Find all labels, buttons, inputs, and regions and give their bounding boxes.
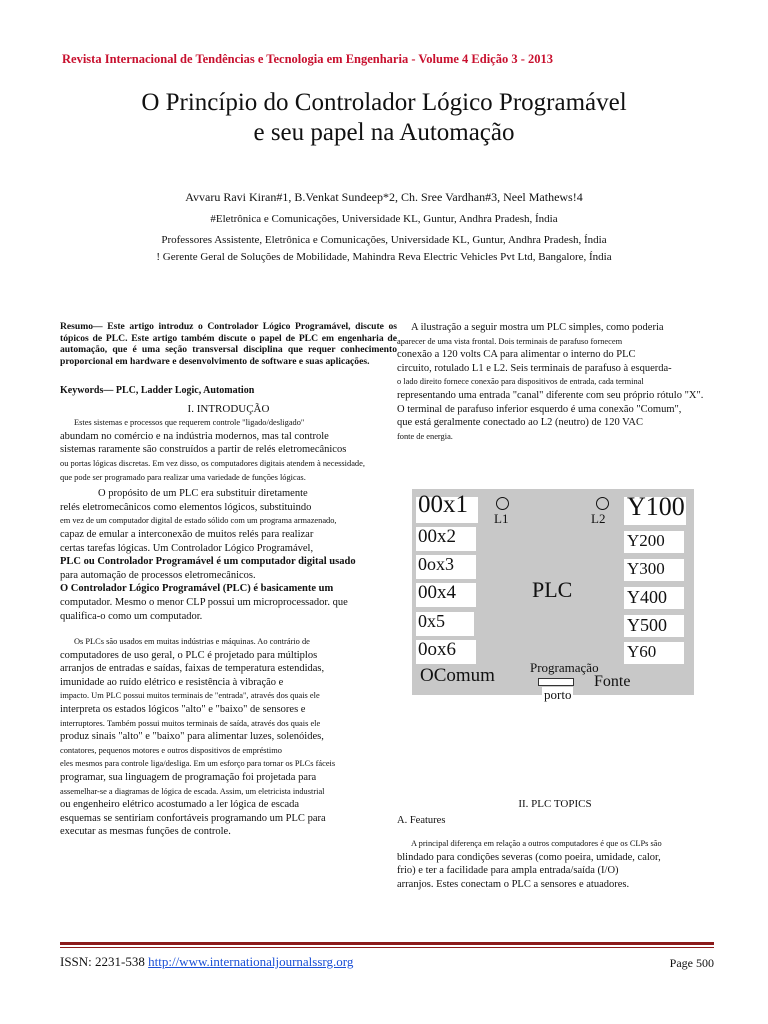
text-line: assemelhar-se a diagramas de lógica de escada. Assim, um eletricista industrial [60,786,325,796]
text-line: computadores de uso geral, o PLC é projetado para múltiplos [60,649,318,661]
abstract: Resumo— Este artigo introduz o Controlador Lógico Programável, discute os tópicos de PLC. Este artigo também discute o papel de PLC em engenharia de automação, que é uma seção transversal disciplina que requer conhecimento proporcional em hardware e desenvolvimento de software e suas aplicações. [60,321,397,367]
features-paragraph [397,837,713,891]
issn: ISSN: 2231-538 [60,954,149,969]
input-label: 00x4 [418,582,456,603]
text-line: A principal diferença em relação a outros computadores é que os CLPs são [411,839,662,849]
text-line: interpreta os estados lógicos "alto" e "baixo" de sensores e [60,704,306,716]
text-line: arranjos de entradas e saídas, faixas de temperatura estendidas, [60,663,325,675]
title-line-2: e seu papel na Automação [253,119,515,146]
text-line: para automação de processos eletromecânicos. [60,569,256,581]
input-terminal [416,612,474,636]
text-line: conexão a 120 volts CA para alimentar o interno do PLC [397,349,636,361]
output-label: Y500 [627,615,667,635]
text-line: arranjos. Estes conectam o PLC a sensores e atuadores. [397,878,630,890]
footer-rule [60,942,714,945]
text-line: esquemas se sentiriam confortáveis programando um PLC para [60,812,326,824]
plc-common-terminal [414,667,506,689]
text-line: O Controlador Lógico Programável (PLC) é basicamente um [60,583,334,595]
text-line: imunidade ao ruído elétrico e resistência à vibração e [60,676,284,688]
output-terminal [624,492,686,525]
output-terminal [624,615,684,637]
text-line: representando uma entrada "canal" diferente com seu próprio rótulo "X". [397,389,704,401]
text-line: eles mesmos para controle liga/desliga. Em um esforço para tornar os PLCs fáceis [60,759,336,769]
output-label: Y200 [627,531,665,550]
output-label: Y400 [627,587,667,607]
plc-label: PLC [532,577,573,602]
text-line: O propósito de um PLC era substituir diretamente [98,488,308,500]
input-label: 0ox6 [418,639,456,660]
text-line: executar as mesmas funções de controle. [60,826,231,838]
section-plc-topics: II. PLC TOPICS [518,798,592,810]
section-introduction: I. INTRODUÇÃO [187,402,270,415]
output-label: Y300 [627,559,665,578]
text-line: contatores, pequenos motores e outros dispositivos de empréstimo [60,745,282,755]
text-line: sistemas raramente são construídos a partir de relés eletromecânicos [60,444,347,456]
keywords: Keywords— PLC, Ladder Logic, Automation [60,385,255,396]
common-label: OComum [420,665,495,686]
input-label: 0ox3 [418,554,454,574]
text-line: PLC ou Controlador Programável é um computador digital usado [60,556,356,568]
text-line: produz sinais "alto" e "baixo" para alimentar luzes, solenóides, [60,731,324,743]
text-line: fonte de energia. [397,431,453,441]
authors: Avvaru Ravi Kiran#1, B.Venkat Sundeep*2, Ch. Sree Vardhan#3, Neel Mathews!4 [185,190,583,204]
text-line: Estes sistemas e processos que requerem controle "ligado/desligado" [74,418,305,428]
plc-diagram [412,489,694,702]
output-terminal [624,587,684,609]
l1-label: L1 [494,511,509,526]
programming-port [538,678,574,686]
output-terminal [624,642,684,664]
text-line: programar, sua linguagem de programação foi projetada para [60,772,317,784]
right-column-top [397,321,713,443]
text-line: frio) e ter a facilidade para ampla entrada/saída (I/O) [397,865,619,877]
input-label: 00x2 [418,526,456,547]
subsection-features: A. Features [397,814,446,826]
input-terminal [416,583,476,607]
purpose-paragraph [60,487,397,623]
input-terminal [416,491,478,523]
text-line: interruptores. Também possui muitos terminais de saída, através dos quais ele [60,718,321,728]
page-number: Page 500 [669,956,714,970]
affiliation-3: ! Gerente Geral de Soluções de Mobilidade, Mahindra Reva Electric Vehicles Pvt Ltd, Bangalore, Índia [156,251,612,263]
porto-label: porto [544,687,572,702]
usage-paragraph [60,635,397,839]
input-label: 00x1 [418,491,468,518]
text-line: aparecer de uma vista frontal. Dois terminais de parafuso fornecem [397,336,623,346]
output-terminal [624,559,684,581]
right-column-bottom [397,798,713,892]
journal-header: Revista Internacional de Tendências e Tecnologia em Engenharia - Volume 4 Edição 3 - 2013 [62,52,554,66]
text-line: circuito, rotulado L1 e L2. Seis terminais de parafuso à esquerda- [397,362,672,374]
text-line: capaz de emular a interconexão de muitos relés para realizar [60,528,314,540]
journal-link[interactable]: http://www.internationaljournalssrg.org [148,954,354,969]
input-terminal [416,640,476,664]
programming-label: Programação [530,660,599,675]
input-label: 0x5 [418,611,445,631]
affiliation-2: Professores Assistente, Eletrônica e Comunicações, Universidade KL, Guntur, Andhra Pradesh, Índia [161,234,607,246]
text-line: abundam no comércio e na indústria modernos, mas tal controle [60,430,329,442]
intro-paragraph [60,416,397,484]
text-line: o lado direito fornece conexão para dispositivos de entrada, cada terminal [397,377,644,387]
text-line: ou portas lógicas discretas. Em vez disso, os computadores digitais atendem à necessidade, [60,458,365,468]
text-line: que pode ser programado para realizar uma variedade de funções lógicas. [60,472,306,482]
title-line-1: O Princípio do Controlador Lógico Programável [141,89,627,116]
text-line: que está geralmente conectado ao L2 (neutro) de 120 VAC [397,417,643,429]
l1-screw-icon [496,497,509,510]
input-terminal [416,555,476,579]
text-line: Os PLCs são usados em muitas indústrias e máquinas. Ao contrário de [74,637,310,647]
fonte-label: Fonte [594,673,631,690]
text-line: qualifica-o como um computador. [60,610,203,622]
text-line: A ilustração a seguir mostra um PLC simples, como poderia [411,322,664,333]
text-line: em vez de um computador digital de estado sólido com um programa armazenado, [60,516,337,526]
text-line: certas tarefas lógicas. Um Controlador Lógico Programável, [60,542,314,554]
illustration-paragraph [397,321,713,443]
text-line: relés eletromecânicos como elementos lógicos, substituindo [60,501,312,513]
text-line: O terminal de parafuso inferior esquerdo é uma conexão "Comum", [397,403,682,415]
footer [60,954,714,970]
input-terminal [416,527,476,551]
output-label: Y100 [627,492,685,521]
text-line: blindado para condições severas (como poeira, umidade, calor, [397,851,661,863]
affiliation-1: #Eletrônica e Comunicações, Universidade KL, Guntur, Andhra Pradesh, Índia [210,213,558,225]
output-terminal [624,531,684,553]
text-line: computador. Mesmo o menor CLP possui um microprocessador. que [60,596,348,608]
output-label: Y60 [627,642,657,661]
paper-title [0,88,768,148]
l2-label: L2 [591,511,606,526]
footer-rule-thin [60,947,714,948]
left-column [60,321,397,839]
l2-screw-icon [596,497,609,510]
text-line: impacto. Um PLC possui muitos terminais de "entrada", através dos quais ele [60,691,320,701]
text-line: ou engenheiro elétrico acostumado a ler lógica de escada [60,799,300,811]
